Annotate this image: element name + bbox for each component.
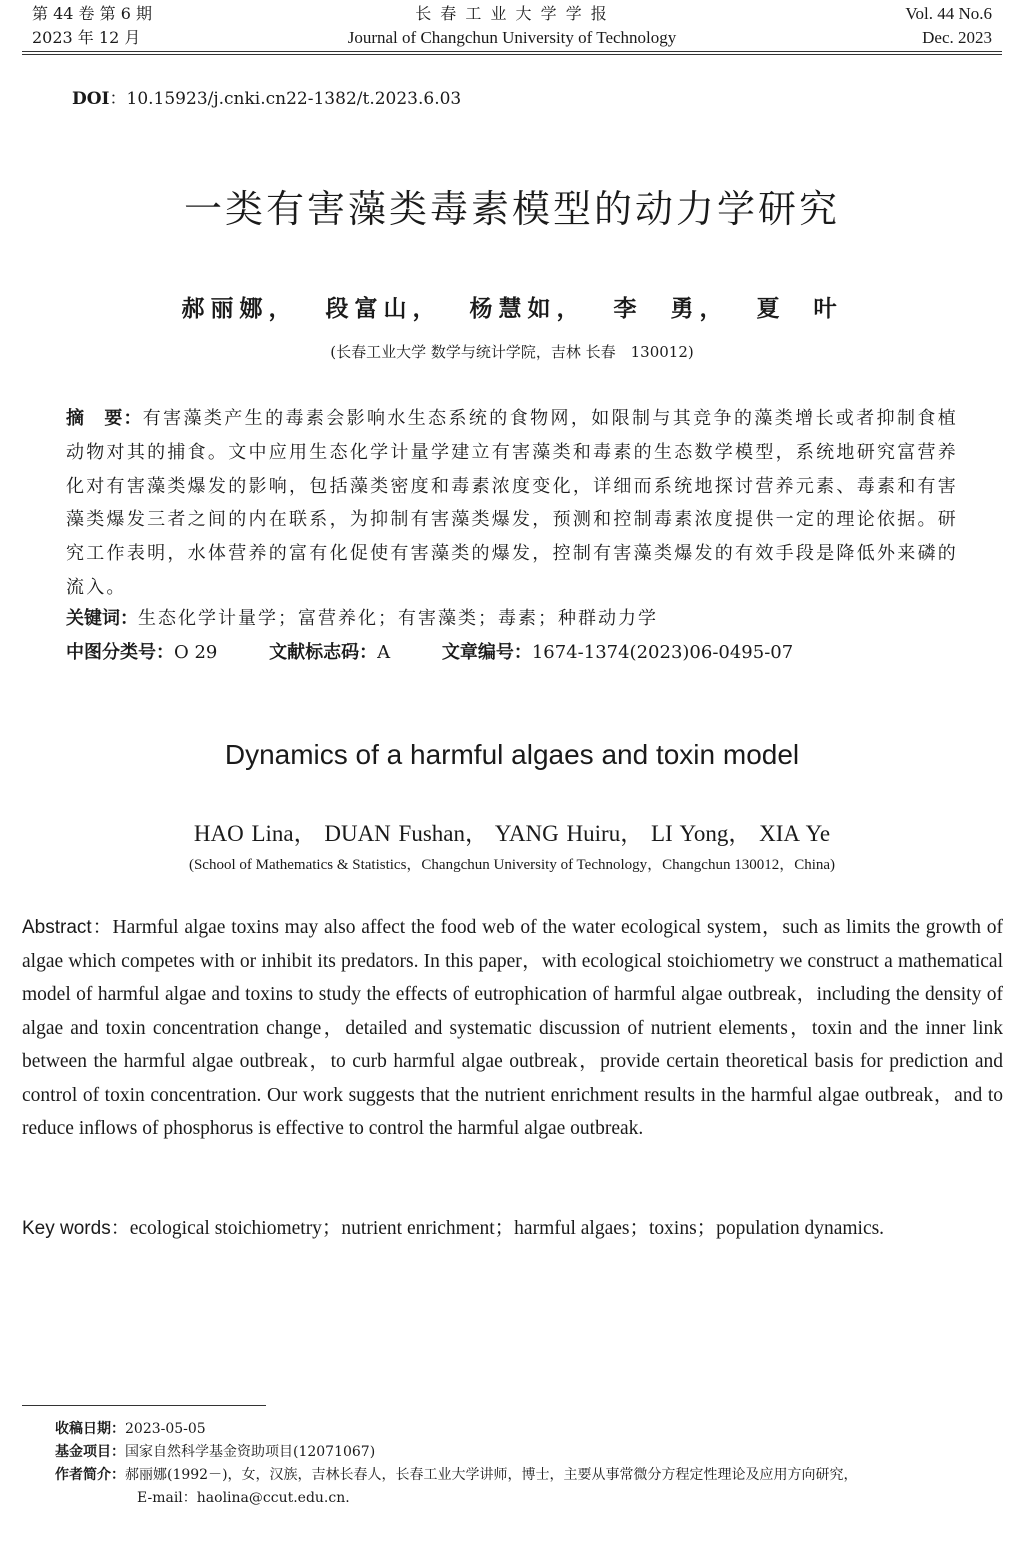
received-label: 收稿日期： bbox=[55, 1421, 125, 1437]
en-keywords-label: Key words： bbox=[22, 1218, 130, 1239]
footnote-fund bbox=[55, 1441, 1005, 1464]
article-no-label: 文章编号： bbox=[441, 642, 532, 663]
cn-affiliation: (长春工业大学 数学与统计学院，吉林 长春 130012) bbox=[330, 343, 694, 361]
footnotes bbox=[55, 1418, 1005, 1510]
article-no-value: 1674-1374(2023)06-0495-07 bbox=[531, 642, 794, 663]
doi-label: DOI bbox=[72, 89, 110, 109]
en-keywords-text: ecological stoichiometry；nutrient enrichment；harmful algaes；toxins；population dynamics. bbox=[129, 1218, 885, 1239]
bio-label: 作者简介： bbox=[55, 1467, 125, 1483]
cn-authors: 郝丽娜， 段富山， 杨慧如， 李 勇， 夏 叶 bbox=[181, 295, 843, 322]
doc-code-value: A bbox=[377, 642, 391, 663]
doi-value: ：10.15923/j.cnki.cn22-1382/t.2023.6.03 bbox=[109, 89, 462, 109]
cn-classification bbox=[66, 638, 958, 668]
bio-value: 郝丽娜(1992－)，女，汉族，吉林长春人，长春工业大学讲师，博士，主要从事常微分方程定性理论及应用方向研究， bbox=[125, 1467, 858, 1483]
footnote-rule bbox=[22, 1405, 266, 1406]
footnote-received bbox=[55, 1418, 1005, 1441]
footnote-bio bbox=[55, 1464, 1005, 1487]
clc-label: 中图分类号： bbox=[66, 642, 174, 663]
header-vol-en: Vol. 44 No.6 bbox=[905, 4, 992, 23]
en-keywords bbox=[22, 1212, 1003, 1246]
cn-keywords-label: 关键词： bbox=[66, 608, 138, 629]
header-volume: 第 44 卷 第 6 期 bbox=[32, 4, 152, 23]
cn-abstract-label: 摘 要： bbox=[66, 408, 143, 429]
header-journal-cn: 长 春 工 业 大 学 学 报 bbox=[415, 4, 609, 23]
cn-keywords bbox=[66, 604, 958, 634]
fund-value: 国家自然科学基金资助项目(12071067) bbox=[125, 1444, 376, 1460]
en-abstract bbox=[22, 911, 1003, 1146]
header-date: 2023 年 12 月 bbox=[32, 28, 141, 47]
doc-code-label: 文献标志码： bbox=[269, 642, 378, 663]
en-title: Dynamics of a harmful algaes and toxin model bbox=[224, 739, 800, 770]
author-email: E-mail：haolina@ccut.edu.cn. bbox=[137, 1490, 350, 1506]
cn-title: 一类有害藻类毒素模型的动力学研究 bbox=[183, 187, 840, 231]
running-header bbox=[22, 2, 1002, 52]
header-rule-top bbox=[22, 51, 1002, 52]
cn-abstract bbox=[66, 402, 958, 605]
en-abstract-label: Abstract： bbox=[22, 917, 113, 938]
en-affiliation: (School of Mathematics & Statistics，Changchun University of Technology，Changchun 130012，China) bbox=[188, 857, 836, 873]
en-authors: HAO Lina， DUAN Fushan， YANG Huiru， LI Yong， XIA Ye bbox=[193, 821, 831, 846]
header-rule-bottom bbox=[22, 54, 1002, 55]
doi-line bbox=[72, 84, 461, 109]
header-journal-en: Journal of Changchun University of Technology bbox=[347, 28, 677, 47]
received-value: 2023-05-05 bbox=[125, 1421, 206, 1437]
header-date-en: Dec. 2023 bbox=[922, 28, 992, 47]
fund-label: 基金项目： bbox=[55, 1444, 125, 1460]
cn-keywords-text: 生态化学计量学；富营养化；有害藻类；毒素；种群动力学 bbox=[138, 608, 658, 629]
header-center bbox=[22, 2, 1002, 50]
en-abstract-text: Harmful algae toxins may also affect the food web of the water ecological system，such as limits the growth of algae which competes with or inhibit its predators. In this paper，with ecological stoichiometry we construct a mathematical model of harmful algae and toxins to study the effects of eutrophication of harmful algae outbreak，including the density of algae and toxin concentration change，detailed and systematic discussion of nutrient elements，toxin and the inner link between the harmful algae outbreak，to curb harmful algae outbreak，provide certain theoretical basis for prediction and control of toxin concentration. Our work suggests that the nutrient enrichment results in the harmful algae outbreak，and to reduce inflows of phosphorus is effective to control the harmful algae outbreak. bbox=[22, 917, 1003, 1139]
header-right bbox=[905, 2, 992, 50]
clc-value: O 29 bbox=[174, 642, 218, 663]
cn-abstract-text: 有害藻类产生的毒素会影响水生态系统的食物网，如限制与其竞争的藻类增长或者抑制食植动物对其的捕食。文中应用生态化学计量学建立有害藻类和毒素的生态数学模型，系统地研究富营养化对有害藻类爆发的影响，包括藻类密度和毒素浓度变化，详细而系统地探讨营养元素、毒素和有害藻类爆发三者之间的内在联系，为抑制有害藻类爆发，预测和控制毒素浓度提供一定的理论依据。研究工作表明，水体营养的富有化促使有害藻类的爆发，控制有害藻类爆发的有效手段是降低外来磷的流入。 bbox=[66, 408, 959, 598]
